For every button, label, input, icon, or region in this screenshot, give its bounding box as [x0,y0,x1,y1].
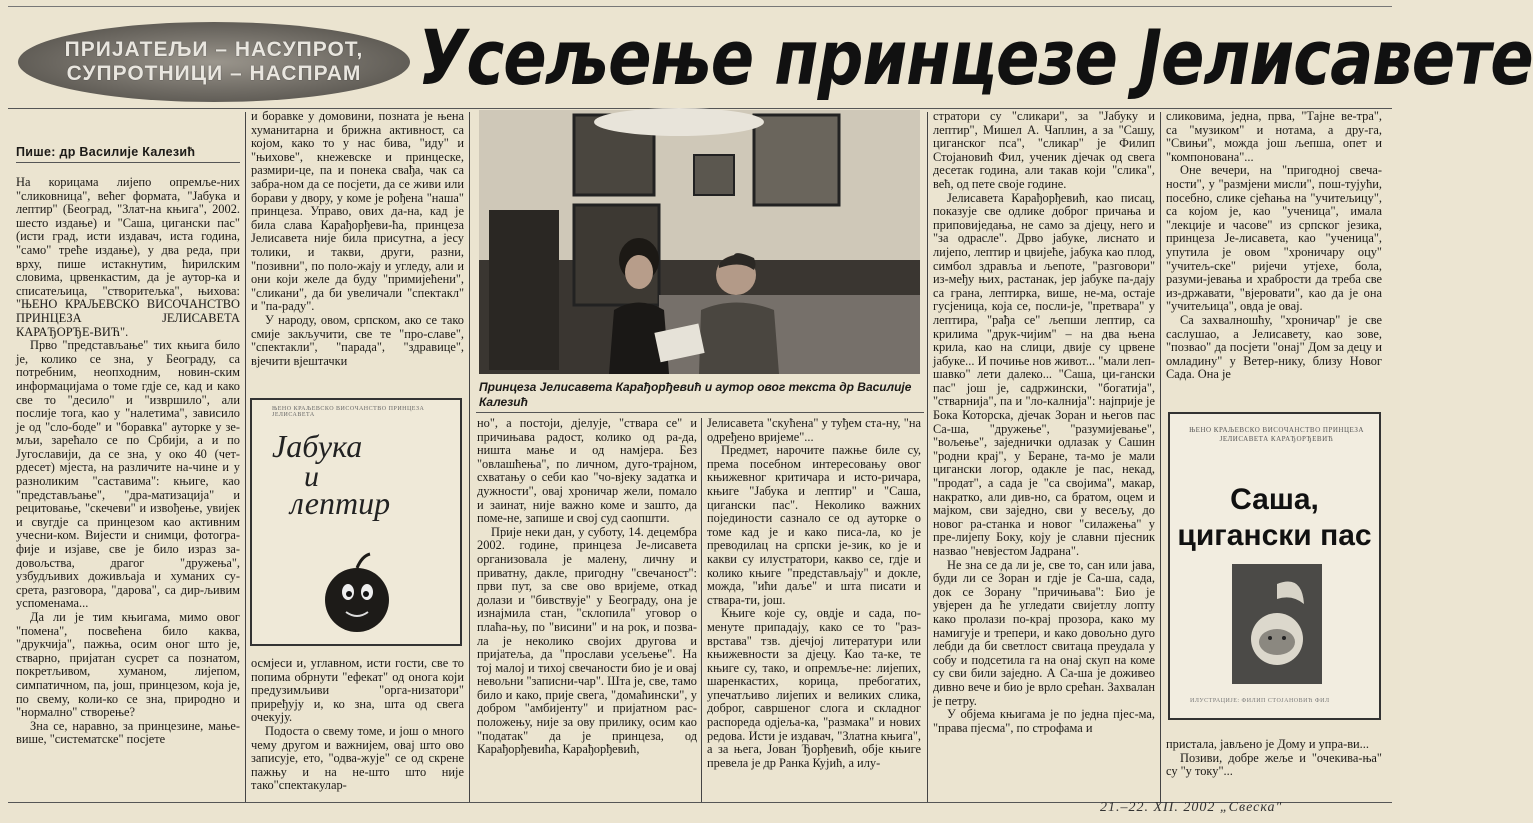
paragraph: Књиге које су, овдје и сада, по-менуте припадају, како се то "раз-врстава" тзв. дјечјој литератури или књижевности за дјецу. Као та-ке, те књиге су, тако, и опремље-не: лијепих, шаренкастих, корица, пребогатих, упечатљиво лијепих и великих слика, доброг, савршеног слога и складног распореда одјеља-ка, "размака" и нових редова. Исти је издавач, "Златна књига", а за њега, Јован Ђорђевић, обје књиге превела је др Ранка Кујић, а илу- [707,606,921,770]
section-banner [18,22,410,102]
book-title-line-1: Јабука [272,428,363,464]
column-divider [245,112,246,802]
paragraph: стратори су "сликари", за "Јабуку и лептир", Мишел А. Чаплин, а за "Сашу, циганског пса", "сликар" је Филип Стојановић Фил, ученик дјечак од свега десетак година, али такав који "слика", већ, од пете своје године. [933,109,1155,191]
photo-caption: Принцеза Јелисавета Карађорђевић и аутор овог текста др Василије Калезић [479,380,912,409]
paragraph: Да ли је тим књигама, мимо овог "помена", посвећена било каква, "друкчија", пажња, осим оног што је, стварно, пријатан сусрет са познатом, покретљивом, хуманом, лијепом, симпатичном, па, још, принцезом, која је, по свему, коли-ко се зна, природно и "нормално" створење? [16,610,240,720]
banner-line-2: СУПРОТНИЦИ – НАСПРАМ [66,62,362,85]
paragraph: Јелисавета Карађорђевић, као писац, показује све одлике доброг причања и приповиједања, не само за дјецу, него и "за одрасле". Дрво јабуке, лиснато и лијепо, лептир и цвијеће, јабука као плод, симбол здравља и љепоте, "разговори" из-међу њих, растанак, јер јабуке па-дају са грана, лептирка, више, не-ма, остаје гусјеница, која се, посли-је, "претвара" у лептира, "рађа се" љепши лептир, са крилима "друк-чијим" – на два њена крила, као на слици, двије су црвене јабуке... И почиње нов живот... "мали леп-шавко" лети далеко... "Саша, ци-гански пас" још је, садржински, "богатија", "стварнија", па и "ло-калнија": најприје је Бока Которска, дјечак Зоран и његов пас Са-ша, "дружење", "разумијевање", "вољење", заједнички одлазак у Сашин "родни крај", у Беране, та-мо је мали цигански логор, одакле је пас, некад, "продат", а сада је "са својима", макар, накратко, али див-но, са братом, оцем и мајком, сви заједно, сви у весељу, до новог ра-станка и новог "силажења" у пре-лијепу Боку, коју је славни пјесник назвао "невјестом Јадрана". [933,190,1155,558]
article-photo [479,110,920,374]
book-cover-sasha-gypsy-dog [1168,412,1381,720]
paragraph: Јелисавета "скућена" у туђем ста-ну, "на одређено вријеме"... [707,416,921,444]
book-cover-publisher-line: ЊЕНО КРАЉЕВСКО ВИСОЧАНСТВО ПРИНЦЕЗА ЈЕЛИСАВЕТА КАРАЂОРЂЕВИЋ [1189,426,1364,443]
book-cover-publisher-line: ЊЕНО КРАЉЕВСКО ВИСОЧАНСТВО ПРИНЦЕЗА ЈЕЛИСАВЕТА [272,406,425,418]
book-cover-apple-and-butterfly [250,398,462,646]
article-headline: Усељење принцезе Јелисавете [418,15,1533,103]
byline: Пише: др Василије Калезић [16,145,196,159]
handwritten-date-note: 21.–22. XII. 2002 „Свеска" [1100,800,1283,815]
paragraph: Подоста о свему томе, и још о много чему другом и важнијем, овај што ово записује, ето, "одва-жује" се од скрене пажњу и на не-што што није тако"спектакулар- [251,723,464,793]
paragraph: Зна се, наравно, за принцезине, мање-више, "систематске" посјете [16,718,240,747]
book-title-line-2: и [304,460,319,493]
caption-rule [476,412,924,413]
book-title: Саша, цигански пас [1177,483,1372,552]
apple-illustration-icon [312,550,402,640]
article-column-4 [707,417,921,797]
article-column-6-bottom [1166,738,1382,798]
paragraph: Прво "представљање" тих књига било је, колико се зна, у Београду, са потребним, неопходним, новин-ским информацијама о томе гдје се, кад и како све то "десило" и "извршило", али послије тога, као у "налетима", зависило је од "сло-боде" и "боравка" ауторке у зе-мљи, зарећало се по Србији, а и по Југославији, да се зна, у око 40 (чет-рдесет) мјеста, на различите на-чине и у разноликим "саставима": књиге, као "представљање", "дра-матизација" и рецитовање, "скечеви" и извођење, увијек и свугдје са принцезом као активним учесни-ком. Вијести и снимци, фотогра-фије и изјаве, све је било израз за-довољства, драгог "дружења", узбудљивих доживљаја и хуманих су-срета, разговора, "дарова", са дир-љивим успоменама... [16,338,240,611]
paragraph: и боравке у домовини, позната је њена хуманитарна и брижна активност, са којом, како то у нас бива, "иду" и "њихове", кнежевске и принцеске, размири-це, па и понека свађа, чак са забра-ном да се посјети, да се живи или борави у двору, у коме је рођена "наша" принцеза. Управо, ових да-на, кад је била слава Карађорђеви-ћа, принцеза Јелисавета није била присутна, а јесу толики, и такви, други, разни, "позивни", по поло-жају и угледу, али и они који желе да буду "примијећени", "сликани", да би увеличали "спектакл" и "па-раду". [251,109,464,314]
column-divider [927,112,928,802]
column-divider [469,112,470,802]
paragraph: Оне вечери, на "пригодној свеча-ности", у "размјени мисли", пош-тујући, посебно, слике сјећања на "учитељицу", са којом је, као "ученица", имала "лекције и часове" из српског језика, принцеза Је-лисавета, као "ученица", упутила је овом "хроничару оцу" "учитељ-ске" ријечи утјехе, бола, разуми-јевања и храбрости да треба све из-државати, "вјеровати", као да је она "учитељица", овда је овај. [1166,163,1382,314]
article-column-1 [16,176,240,796]
paragraph: осмјеси и, углавном, исти гости, све то попима обрнути "ефекат" од онога који предузимљиви "орга-низатори" приређују и, ко зна, шта од свега очекују. [251,656,464,725]
byline-rule [16,162,240,163]
paragraph: но", а постоји, дјелује, "ствара се" и причињава радост, колико од ра-да, ништа мање и од намјера. Без "овлашћења", по личном, дуго-трајном, схватању о себи као "чо-вјеку задатка и дужности", овај хроничар жели, помало и заинат, није важно коме и зашто, да поме-не, запише и свој суд саопшти. [477,416,697,526]
paragraph: У објема књигама је по једна пјес-ма, "права пјесма", по строфама и [933,707,1155,735]
article-column-2-bottom [251,657,464,797]
paragraph: Не зна се да ли је, све то, сан или јава, буди ли се Зоран и гдје је Са-ша, сада, док се Зорану "причињава": Био је увјерен да ће угледати свијетлу лопту како пролази по-крај прозора, како му намигује и трепери, и како довољно дуго лебди да би светлост свитаца преудала у собу и подсетила га на онај скуп на коме су сви били заједно. А Са-ша је доживео дивно вече и био је врло срећан. Захвалан је петру. [933,557,1155,708]
paragraph: У народу, овом, српском, ако се тако смије закључити, све те "про-славе", "спектакли", "парада", "здравице", вјечити вјештачки [251,312,464,368]
paragraph: сликовима, једна, прва, "Тајне ве-тра", са "музиком" и нотама, а дру-га, "Свињи", можда још љепша, опет и "компонована"... [1166,109,1382,164]
article-column-5 [933,110,1155,798]
paragraph: На корицама лијепо опремље-них "сликовница", већег формата, "Јабука и лептир" (Београд, "Злат-на књига", 2002. шесто издање) и "Саша, цигански пас" (исти град, исти издавач, иста година, "само" треће издање), у два реда, при врху, пише истакнутим, ћирилским словима, црвенкастим, да је аутор-ка и списатељица, "створитељка", њихова: "ЊЕНО КРАЉЕВСКО ВИСОЧАНСТВО ПРИНЦЕЗА ЈЕЛИСАВЕТА КАРАЂОРЂЕ-ВИЋ". [16,175,240,339]
paragraph: пристала, јављено је Дому и упра-ви... [1166,737,1369,751]
paragraph: Прије неки дан, у суботу, 14. децембра 2002. године, принцеза Је-лисавета организовала је малену, личну и приватну, дакле, пригодну "свечаност": први пут, за све ово вријеме, откад долази и "бивствује" у Београду, она је изнајмила стан, "склопила" уговор о плаћа-њу, по "висини" и на рок, и позва-ла је неколико својих другова и пријатеља, да "прослави усељење". На тој малој и тихој свечаности био је и овај невољни "записни-чар". Шта је, све, тамо било и како, прије свега, "домаћински", у добром "амбијенту" и пријатном рас-положењу, није за ову прилику, осим као "податак" да је принцеза, од Карађорђевића, Карађорђевић, [477,524,697,757]
article-column-6-top [1166,110,1382,406]
paragraph: Позиви, добре жеље и "очекива-ња" су "у току"... [1166,750,1382,779]
article-column-2-top [251,110,464,394]
column-divider [701,418,702,802]
photo-image [479,110,920,374]
dog-illustration-icon [1232,564,1322,684]
banner-line-1: ПРИЈАТЕЉИ – НАСУПРОТ, [64,38,364,61]
paragraph: Предмет, нарочите пажње биле су, према посебном интересовању овог књижевног критичара и исто-ричара, књиге "Јабука и лептир" и "Саша, цигански пас". Неколико важних појединости сазнало се од ауторке о томе кад је и како писа-ла, ко је преводилац на српски је-зик, ко је и какви су илустратори, какво се, гдје и колико књиге "представљају" и докле, можда, "ићи даље" и шта писати и ствара-ти, још. [707,443,921,607]
paragraph: Са захвалношћу, "хроничар" је све саслушао, а Јелисавету, као зове, "позвао" да посјети "онај" Дом за децу и омладину" у Ветер-нику, близу Новог Сада. Она је [1166,312,1382,382]
article-column-3 [477,417,697,797]
book-cover-credit: ИЛУСТРАЦИЈЕ: ФИЛИП СТОЈАНОВИЋ ФИЛ [1190,698,1330,704]
book-title-line-3: лептир [290,485,391,521]
column-divider [1160,112,1161,802]
